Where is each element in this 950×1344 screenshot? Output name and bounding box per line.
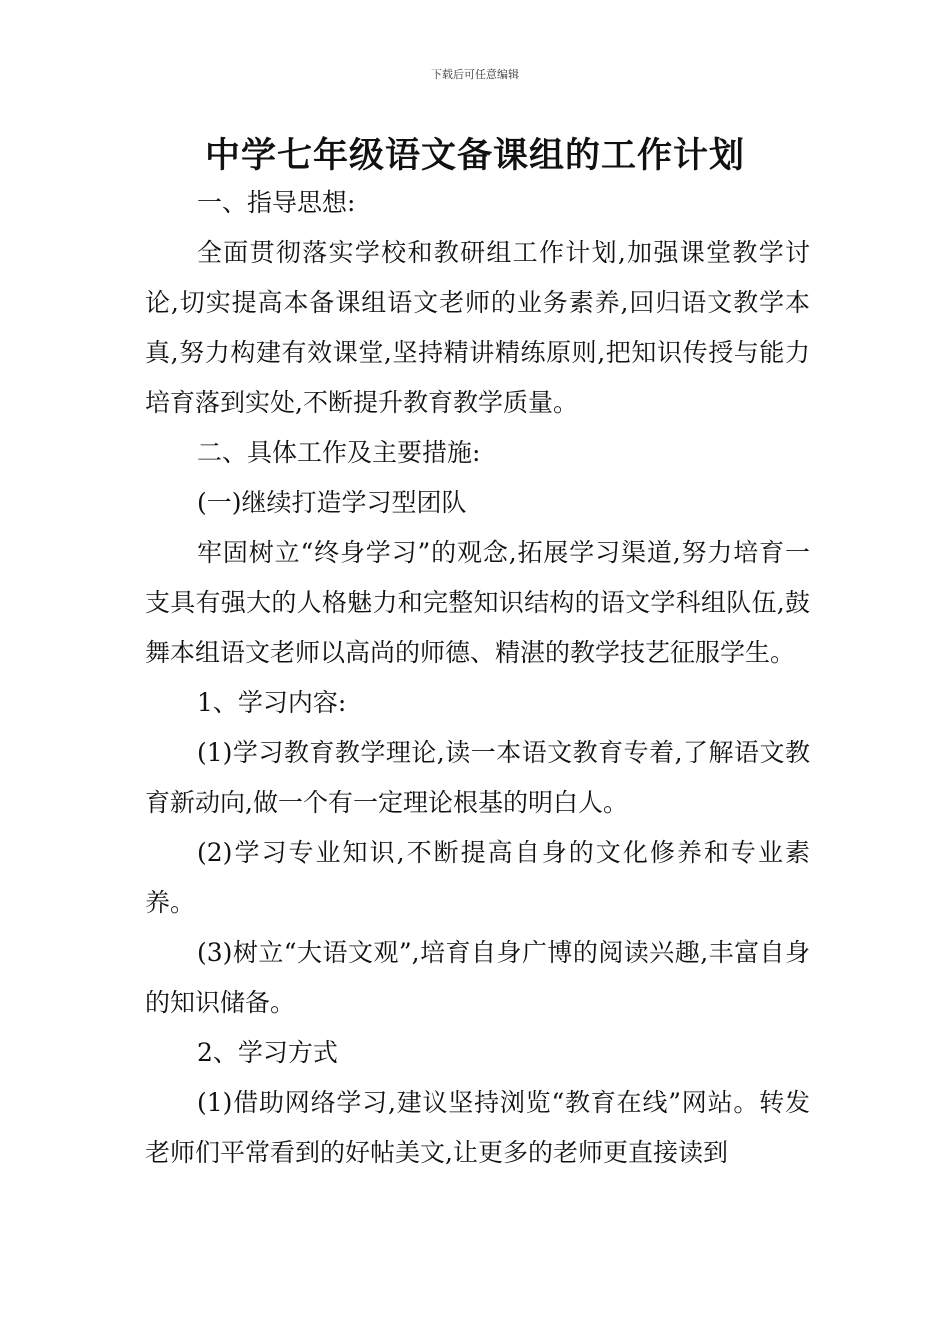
header-note: 下载后可任意编辑	[431, 68, 519, 81]
paragraph-team: 牢固树立“终身学习”的观念,拓展学习渠道,努力培育一支具有强大的人格魅力和完整知识结构的语文学科组队伍,鼓舞本组语文老师以高尚的师德、精湛的教学技艺征服学生。	[145, 538, 810, 667]
section-heading-1: 一、指导思想:	[197, 188, 356, 217]
document-body	[145, 178, 810, 1178]
list-item: (3)树立“大语文观”,培育自身广博的阅读兴趣,丰富自身的知识储备。	[145, 938, 810, 1017]
section-heading-2: 二、具体工作及主要措施:	[197, 438, 481, 467]
item-heading-2: 2、学习方式	[197, 1038, 338, 1067]
list-item: (2)学习专业知识,不断提高自身的文化修养和专业素养。	[145, 838, 810, 917]
list-item: (1)借助网络学习,建议坚持浏览“教育在线”网站。转发老师们平常看到的好帖美文,让更多的老师更直接读到	[145, 1088, 810, 1167]
subsection-heading-1: (一)继续打造学习型团队	[197, 488, 467, 517]
document-title: 中学七年级语文备课组的工作计划	[204, 136, 745, 176]
list-item: (1)学习教育教学理论,读一本语文教育专着,了解语文教育新动向,做一个有一定理论根基的明白人。	[145, 738, 810, 817]
paragraph-guiding-idea: 全面贯彻落实学校和教研组工作计划,加强课堂教学讨论,切实提高本备课组语文老师的业务素养,回归语文教学本真,努力构建有效课堂,坚持精讲精练原则,把知识传授与能力培育落到实处,不断提升教育教学质量。	[145, 238, 810, 417]
item-heading-1: 1、学习内容:	[197, 688, 347, 717]
